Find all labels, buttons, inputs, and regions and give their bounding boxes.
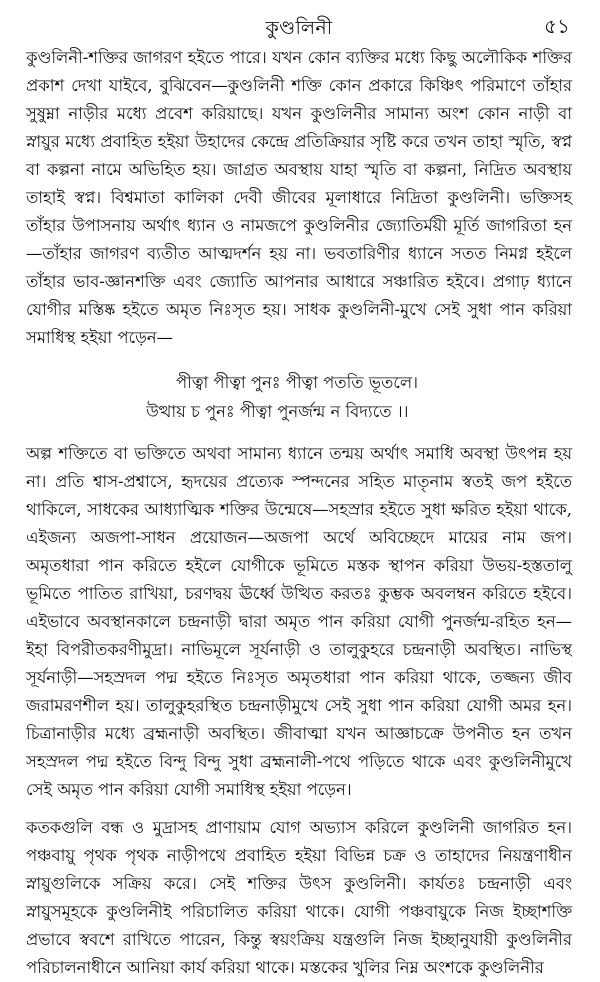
sanskrit-verse: [26, 368, 572, 426]
paragraph-3: কতকগুলি বন্ধ ও মুদ্রাসহ প্রাণায়াম যোগ অভ্যাস করিলে কুণ্ডলিনী জাগরিত হন। পঞ্চবায়ু পৃথক পৃথক নাড়ীপথে প্রবাহিত হইয়া বিভিন্ন চক্র ও তাহাদের নিয়ন্ত্রণাধীন স্নায়ুগুলিকে সক্রিয় করে। সেই শক্তির উৎস কুণ্ডলিনী। কার্যতঃ চন্দ্রনাড়ী এবং স্নায়ুসমূহকে কুণ্ডলিনীই পরিচালিত করিয়া থাকে। যোগী পঞ্চবায়ুকে নিজ ইচ্ছাশক্তি প্রভাবে স্ববশে রাখিতে পারেন, কিন্তু স্বয়ংক্রিয় যন্ত্রগুলি নিজ ইচ্ছানুযায়ী কুণ্ডলিনীর পরিচালনাধীনে আনিয়া কার্য করিয়া থাকে। মস্তকের খুলির নিম্ন অংশকে কুণ্ডলিনীর: [26, 818, 572, 977]
running-title: কুণ্ডলিনী: [265, 17, 333, 39]
verse-line-1: পীত্বা পীত্বা পুনঃ পীত্বা পততি ভূতলে।: [176, 373, 418, 392]
verse-line-2: উত্থায় চ পুনঃ পীত্বা পুনর্জন্ম ন বিদ্যতে ।।: [146, 402, 409, 421]
paragraph-2: অল্প শক্তিতে বা ভক্তিতে অথবা সামান্য ধ্যানে তন্ময় অর্থাৎ সমাধি অবস্থা উৎপন্ন হয় না। প্রতি শ্বাস-প্রশ্বাসে, হৃদয়ের প্রত্যেক স্পন্দনের সহিত মাতৃনাম স্বতই জপ হইতে থাকিলে, সাধকের আধ্যাত্মিক শক্তির উন্মেষে—সহস্রার হইতে সুধা ক্ষরিত হইয়া থাকে, এইজন্য অজপা-সাধন প্রয়োজন—অজপা অর্থে অবিচ্ছেদে মায়ের নাম জপ। অমৃতধারা পান করিতে হইলে যোগীকে ভূমিতে মস্তক স্থাপন করিয়া উভয়-হস্ততালু ভূমিতে পাতিত রাখিয়া, চরণদ্বয় ঊর্ধ্বে উত্থিত করতঃ কুম্ভক অবলম্বন করিতে হইবে। এইভাবে অবস্থানকালে চন্দ্রনাড়ী দ্বারা অমৃত পান করিয়া যোগী পুনর্জন্ম-রহিত হন—ইহা বিপরীতকরণীমুদ্রা। নাভিমূলে সূর্যনাড়ী ও তালুকুহরে চন্দ্রনাড়ী অবস্থিত। নাভিস্থ সূর্যনাড়ী—সহস্রদল পদ্ম হইতে নিঃসৃত অমৃতধারা পান করিয়া থাকে, তজ্জন্য জীব জরামরণশীল হয়। তালুকুহরস্থিত চন্দ্রনাড়ীমুখে সেই সুধা পান করিয়া যোগী অমর হন। চিত্রানাড়ীর মধ্যে ব্রহ্মনাড়ী অবস্থিত। জীবাত্মা যখন আজ্ঞাচক্রে উপনীত হন তখন সহস্রদল পদ্ম হইতে বিন্দু বিন্দু সুধা ব্রহ্মনালী-পথে পড়িতে থাকে এবং কুণ্ডলিনীমুখে সেই অমৃত পান করিয়া যোগী সমাধিস্থ হইয়া পড়েন।: [26, 444, 572, 799]
paragraph-1: কুণ্ডলিনী-শক্তির জাগরণ হইতে পারে। যখন কোন ব্যক্তির মধ্যে কিছু অলৌকিক শক্তির প্রকাশ দেখা যাইবে, বুঝিবেন—কুণ্ডলিনী শক্তি কোন প্রকারে কিঞ্চিৎ পরিমাণে তাঁহার সুষুম্না নাড়ীর মধ্যে প্রবেশ করিয়াছে। যখন কুণ্ডলিনীর সামান্য অংশ কোন নাড়ী বা স্নায়ুর মধ্যে প্রবাহিত হইয়া উহাদের কেন্দ্রে প্রতিক্রিয়ার সৃষ্টি করে তখন তাহা স্মৃতি, স্বপ্ন বা কল্পনা নামে অভিহিত হয়। জাগ্রত অবস্থায় যাহা স্মৃতি বা কল্পনা, নিদ্রিত অবস্থায় তাহাই স্বপ্ন। বিশ্বমাতা কালিকা দেবী জীবের মূলাধারে নিদ্রিতা কুণ্ডলিনী। ভক্তিসহ তাঁহার উপাসনায় অর্থাৎ ধ্যান ও নামজপে কুণ্ডলিনীর জ্যোতির্ময়ী মূর্তি জাগরিতা হন—তাঁহার জাগরণ ব্যতীত আত্মদর্শন হয় না। ভবতারিণীর ধ্যানে সতত নিমগ্ন হইলে তাঁহার ভাব-জ্ঞানশক্তি এবং জ্যোতি আপনার আধারে সঞ্চারিত হইবে। প্রগাঢ় ধ্যানে যোগীর মস্তিষ্ক হইতে অমৃত নিঃসৃত হয়। সাধক কুণ্ডলিনী-মুখে সেই সুধা পান করিয়া সমাধিস্থ হইয়া পড়েন—: [26, 48, 572, 347]
page-number: ৫১: [544, 14, 570, 38]
page-header: [26, 0, 572, 44]
